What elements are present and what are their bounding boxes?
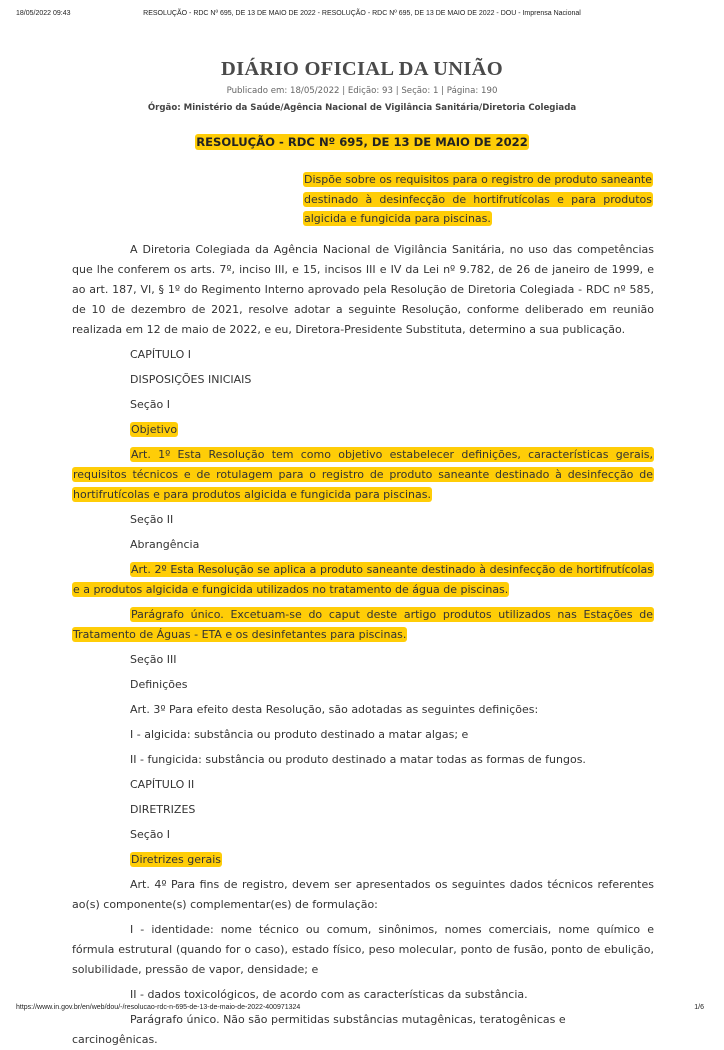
section-heading — [72, 650, 654, 670]
chapter-heading — [72, 775, 654, 795]
article-4-item-1 — [72, 920, 654, 980]
chapter-title — [72, 370, 654, 390]
document-title — [0, 135, 724, 149]
chapter-heading-text: CAPÍTULO II — [130, 778, 195, 791]
section-title — [72, 420, 654, 440]
article-3-item-1 — [72, 725, 654, 745]
section-heading-text: Seção I — [130, 828, 171, 841]
article-2 — [72, 560, 654, 600]
section-heading-text: Seção II — [130, 513, 174, 526]
ementa-text: Dispõe sobre os requisitos para o registro de produto saneante destinado à desinfecção de hortifrutícolas e para produtos algicida e fungicida para piscinas. — [304, 173, 652, 225]
page-number: 1/6 — [694, 1004, 704, 1011]
article-3 — [72, 700, 654, 720]
print-datetime: 18/05/2022 09:43 — [16, 10, 71, 17]
chapter-title-text: DIRETRIZES — [130, 803, 196, 816]
section-title — [72, 535, 654, 555]
print-header — [0, 10, 724, 22]
orgao-line: Órgão: Ministério da Saúde/Agência Nacional de Vigilância Sanitária/Diretoria Colegiada — [147, 103, 577, 113]
item-text: II - dados toxicológicos, de acordo com as características da substância. — [130, 988, 528, 1001]
article-4-text: Art. 4º Para fins de registro, devem ser apresentados os seguintes dados técnicos referentes ao(s) componente(s) complementar(es) de formulação: — [72, 878, 654, 911]
article-4-item-2 — [72, 985, 654, 1005]
paragraph — [72, 240, 654, 340]
article-2-text: Art. 2º Esta Resolução se aplica a produto saneante destinado à desinfecção de hortifrutícolas e a produtos algicida e fungicida utilizados no tratamento de água de piscinas. — [73, 563, 653, 596]
chapter-heading — [72, 345, 654, 365]
item-text: I - identidade: nome técnico ou comum, sinônimos, nomes comerciais, nome químico e fórmula estrutural (quando for o caso), estado físico, peso molecular, ponto de fusão, ponto de ebulição, solubilidade, pressão de vapor, densidade; e — [72, 923, 654, 976]
page-url: https://www.in.gov.br/en/web/dou/-/resolucao-rdc-n-695-de-13-de-maio-de-2022-400971324 — [16, 1004, 301, 1011]
article-3-text: Art. 3º Para efeito desta Resolução, são adotadas as seguintes definições: — [130, 703, 539, 716]
publication-info: Publicado em: 18/05/2022 | Edição: 93 | Seção: 1 | Página: 190 — [226, 86, 498, 96]
chapter-title — [72, 800, 654, 820]
section-heading — [72, 395, 654, 415]
article-4-paragraph-text: Parágrafo único. Não são permitidas substâncias mutagênicas, teratogênicas e carcinogênicas. — [72, 1013, 566, 1046]
print-footer — [0, 1004, 724, 1016]
section-title — [72, 675, 654, 695]
section-title-text: Objetivo — [131, 423, 178, 436]
item-text: I - algicida: substância ou produto destinado a matar algas; e — [130, 728, 469, 741]
article-1 — [72, 445, 654, 505]
paragraph-text: A Diretoria Colegiada da Agência Nacional de Vigilância Sanitária, no uso das competências que lhe conferem os arts. 7º, inciso III, e 15, incisos III e IV da Lei nº 9.782, de 26 de janeiro de 1999, e ao art. 187, VI, § 1º do Regimento Interno aprovado pela Resolução de Diretoria Colegiada - RDC nº 585, de 10 de dezembro de 2021, resolve adotar a seguinte Resolução, conforme deliberado em reunião realizada em 12 de maio de 2022, e eu, Diretora-Presidente Substituta, determino a sua publicação. — [72, 243, 654, 336]
article-3-item-2 — [72, 750, 654, 770]
chapter-heading-text: CAPÍTULO I — [130, 348, 191, 361]
document-body — [72, 240, 654, 1050]
section-heading-text: Seção I — [130, 398, 171, 411]
item-text: II - fungicida: substância ou produto destinado a matar todas as formas de fungos. — [130, 753, 586, 766]
document-title-text: RESOLUÇÃO - RDC Nº 695, DE 13 DE MAIO DE 2022 — [196, 135, 528, 149]
section-heading — [72, 510, 654, 530]
section-title-text: Abrangência — [130, 538, 200, 551]
ementa — [303, 170, 653, 229]
article-1-text: Art. 1º Esta Resolução tem como objetivo estabelecer definições, características gerais, requisitos técnicos e de rotulagem para o registro de produto saneante destinado à desinfecção de hortifrutícolas e para produtos algicida e fungicida para piscinas. — [73, 448, 653, 501]
article-2-paragraph-text: Parágrafo único. Excetuam-se do caput deste artigo produtos utilizados nas Estações de Tratamento de Águas - ETA e os desinfetantes para piscinas. — [73, 608, 653, 641]
section-title — [72, 850, 654, 870]
masthead-title: DIÁRIO OFICIAL DA UNIÃO — [221, 58, 503, 80]
section-heading-text: Seção III — [130, 653, 177, 666]
section-heading — [72, 825, 654, 845]
chapter-title-text: DISPOSIÇÕES INICIAIS — [130, 373, 252, 386]
print-page-title: RESOLUÇÃO - RDC Nº 695, DE 13 DE MAIO DE 2022 - RESOLUÇÃO - RDC Nº 695, DE 13 DE MAIO DE 2022 - DOU - Imprensa Nacional — [143, 10, 581, 17]
article-4 — [72, 875, 654, 915]
section-title-text: Definições — [130, 678, 188, 691]
section-title-text: Diretrizes gerais — [131, 853, 222, 866]
article-2-paragraph — [72, 605, 654, 645]
article-4-paragraph — [72, 1010, 654, 1050]
